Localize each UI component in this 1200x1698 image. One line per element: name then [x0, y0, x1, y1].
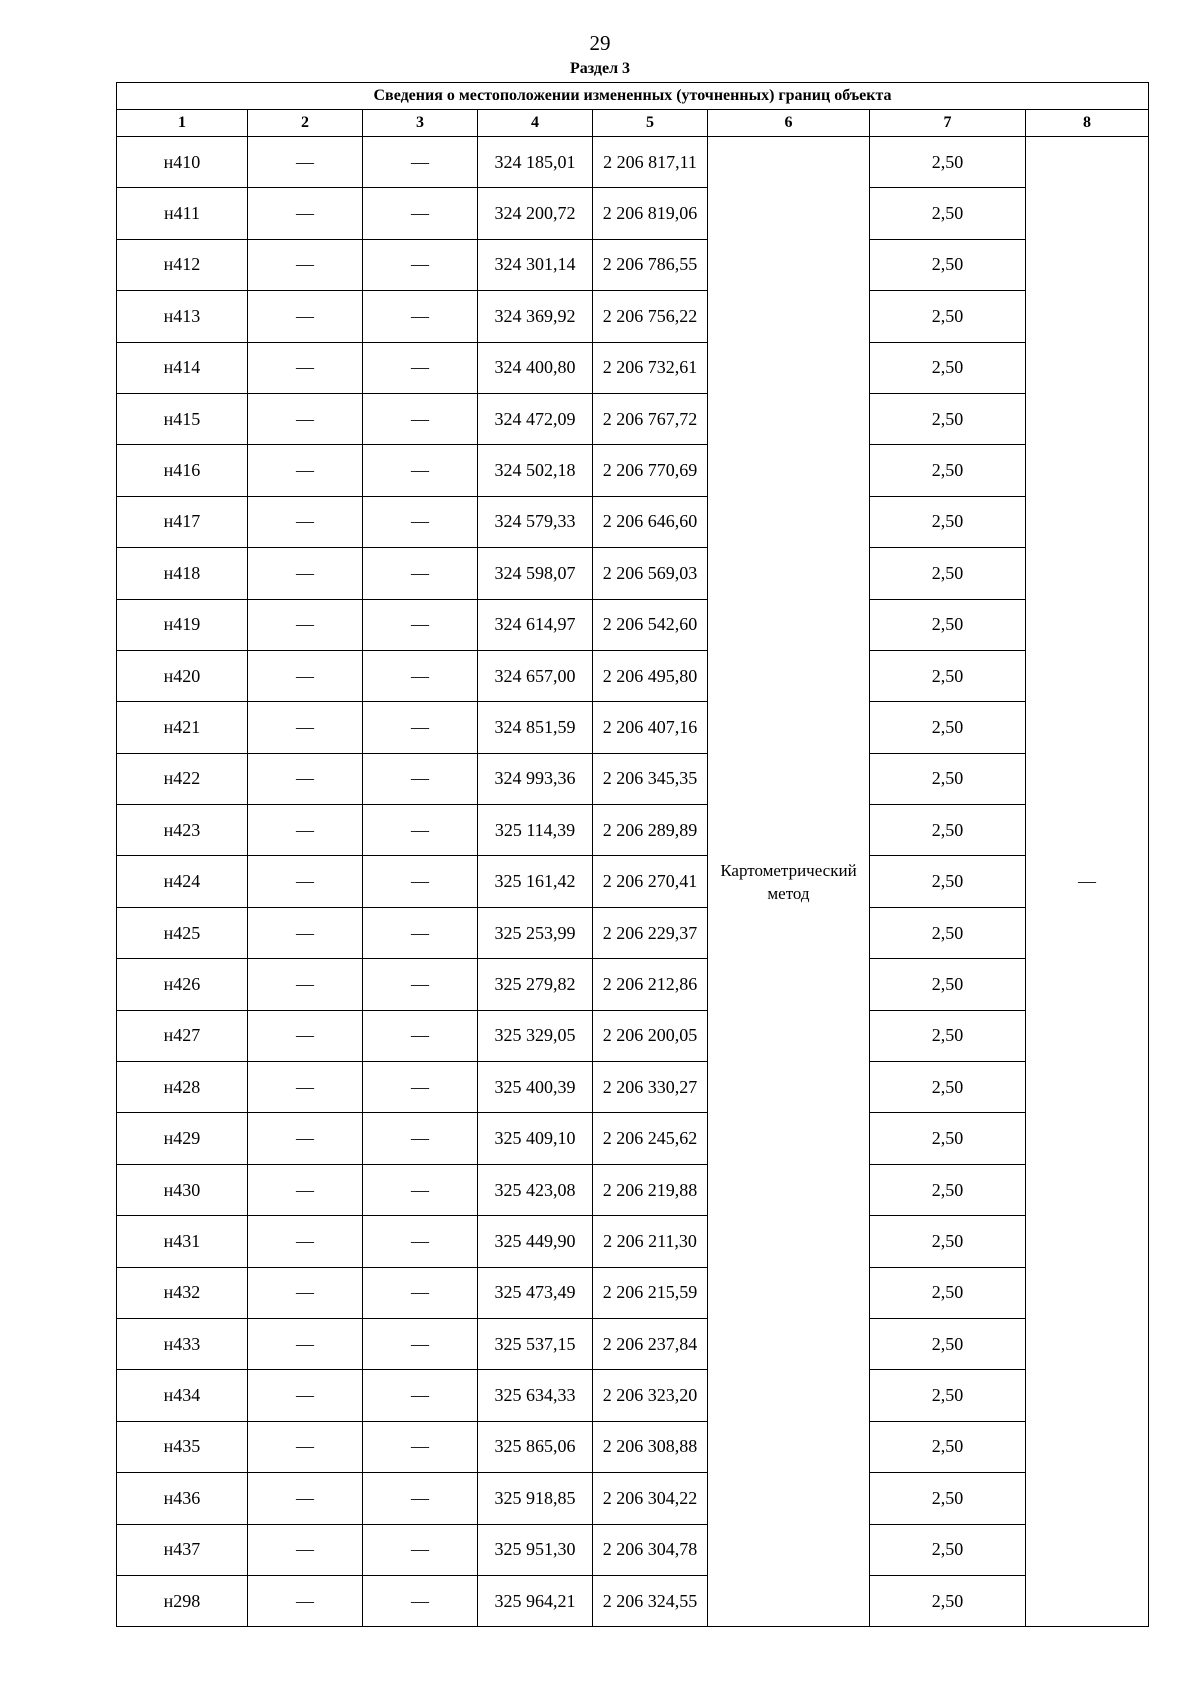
y-coordinate-cell: 2 206 324,55 [593, 1575, 708, 1626]
column-3-cell: — [363, 753, 478, 804]
x-coordinate-cell: 324 614,97 [478, 599, 593, 650]
column-2-cell: — [248, 650, 363, 701]
accuracy-cell: 2,50 [870, 548, 1026, 599]
point-number-cell: н424 [117, 856, 248, 907]
column-number: 6 [708, 110, 870, 137]
accuracy-cell: 2,50 [870, 342, 1026, 393]
column-2-cell: — [248, 1113, 363, 1164]
column-3-cell: — [363, 702, 478, 753]
point-number-cell: н429 [117, 1113, 248, 1164]
table-row [117, 291, 1149, 342]
point-number-cell: н436 [117, 1473, 248, 1524]
y-coordinate-cell: 2 206 756,22 [593, 291, 708, 342]
y-coordinate-cell: 2 206 304,22 [593, 1473, 708, 1524]
x-coordinate-cell: 325 964,21 [478, 1575, 593, 1626]
x-coordinate-cell: 325 400,39 [478, 1062, 593, 1113]
column-2-cell: — [248, 1216, 363, 1267]
y-coordinate-cell: 2 206 211,30 [593, 1216, 708, 1267]
column-3-cell: — [363, 393, 478, 444]
column-number: 2 [248, 110, 363, 137]
column-3-cell: — [363, 1062, 478, 1113]
point-number-cell: н426 [117, 959, 248, 1010]
column-2-cell: — [248, 239, 363, 290]
column-2-cell: — [248, 856, 363, 907]
accuracy-cell: 2,50 [870, 1370, 1026, 1421]
column-3-cell: — [363, 1370, 478, 1421]
table-row [117, 239, 1149, 290]
x-coordinate-cell: 324 993,36 [478, 753, 593, 804]
point-number-cell: н411 [117, 188, 248, 239]
point-number-cell: н434 [117, 1370, 248, 1421]
table-row [117, 650, 1149, 701]
x-coordinate-cell: 325 865,06 [478, 1421, 593, 1472]
point-number-cell: н428 [117, 1062, 248, 1113]
accuracy-cell: 2,50 [870, 1473, 1026, 1524]
table-row [117, 856, 1149, 907]
x-coordinate-cell: 324 502,18 [478, 445, 593, 496]
column-3-cell: — [363, 1575, 478, 1626]
y-coordinate-cell: 2 206 200,05 [593, 1010, 708, 1061]
page-number: 29 [589, 31, 611, 55]
point-number-cell: н414 [117, 342, 248, 393]
accuracy-cell: 2,50 [870, 1575, 1026, 1626]
table-row [117, 1113, 1149, 1164]
point-number-cell: н419 [117, 599, 248, 650]
accuracy-cell: 2,50 [870, 188, 1026, 239]
column-3-cell: — [363, 1267, 478, 1318]
y-coordinate-cell: 2 206 215,59 [593, 1267, 708, 1318]
table-row [117, 959, 1149, 1010]
y-coordinate-cell: 2 206 304,78 [593, 1524, 708, 1575]
column-3-cell: — [363, 445, 478, 496]
table-row [117, 188, 1149, 239]
column-2-cell: — [248, 1318, 363, 1369]
y-coordinate-cell: 2 206 495,80 [593, 650, 708, 701]
y-coordinate-cell: 2 206 323,20 [593, 1370, 708, 1421]
column-3-cell: — [363, 599, 478, 650]
section-title: Раздел 3 [569, 60, 631, 77]
column-8-cell: — [1026, 137, 1149, 1627]
table-row [117, 1318, 1149, 1369]
table-row [117, 1267, 1149, 1318]
x-coordinate-cell: 325 537,15 [478, 1318, 593, 1369]
column-3-cell: — [363, 1010, 478, 1061]
column-3-cell: — [363, 137, 478, 188]
table-row [117, 702, 1149, 753]
y-coordinate-cell: 2 206 407,16 [593, 702, 708, 753]
column-3-cell: — [363, 907, 478, 958]
column-2-cell: — [248, 907, 363, 958]
column-3-cell: — [363, 1113, 478, 1164]
x-coordinate-cell: 325 161,42 [478, 856, 593, 907]
x-coordinate-cell: 325 951,30 [478, 1524, 593, 1575]
accuracy-cell: 2,50 [870, 239, 1026, 290]
table-row [117, 496, 1149, 547]
x-coordinate-cell: 325 329,05 [478, 1010, 593, 1061]
x-coordinate-cell: 324 185,01 [478, 137, 593, 188]
accuracy-cell: 2,50 [870, 291, 1026, 342]
table-row [117, 1421, 1149, 1472]
column-number: 7 [870, 110, 1026, 137]
column-number: 5 [593, 110, 708, 137]
table-row [117, 342, 1149, 393]
accuracy-cell: 2,50 [870, 907, 1026, 958]
y-coordinate-cell: 2 206 569,03 [593, 548, 708, 599]
table-row [117, 1524, 1149, 1575]
accuracy-cell: 2,50 [870, 1421, 1026, 1472]
accuracy-cell: 2,50 [870, 1062, 1026, 1113]
x-coordinate-cell: 325 253,99 [478, 907, 593, 958]
column-3-cell: — [363, 1421, 478, 1472]
accuracy-cell: 2,50 [870, 650, 1026, 701]
table-row [117, 1473, 1149, 1524]
x-coordinate-cell: 325 114,39 [478, 805, 593, 856]
point-number-cell: н298 [117, 1575, 248, 1626]
table-row [117, 393, 1149, 444]
y-coordinate-cell: 2 206 770,69 [593, 445, 708, 496]
column-3-cell: — [363, 291, 478, 342]
accuracy-cell: 2,50 [870, 1524, 1026, 1575]
column-2-cell: — [248, 548, 363, 599]
point-number-cell: н420 [117, 650, 248, 701]
column-3-cell: — [363, 548, 478, 599]
accuracy-cell: 2,50 [870, 1113, 1026, 1164]
column-2-cell: — [248, 445, 363, 496]
point-number-cell: н427 [117, 1010, 248, 1061]
accuracy-cell: 2,50 [870, 599, 1026, 650]
point-number-cell: н435 [117, 1421, 248, 1472]
y-coordinate-cell: 2 206 819,06 [593, 188, 708, 239]
table-row [117, 805, 1149, 856]
y-coordinate-cell: 2 206 817,11 [593, 137, 708, 188]
point-number-cell: н417 [117, 496, 248, 547]
accuracy-cell: 2,50 [870, 805, 1026, 856]
column-2-cell: — [248, 342, 363, 393]
column-2-cell: — [248, 1473, 363, 1524]
column-2-cell: — [248, 1010, 363, 1061]
y-coordinate-cell: 2 206 289,89 [593, 805, 708, 856]
x-coordinate-cell: 324 200,72 [478, 188, 593, 239]
column-2-cell: — [248, 1575, 363, 1626]
y-coordinate-cell: 2 206 212,86 [593, 959, 708, 1010]
column-numbers-row [117, 110, 1149, 137]
y-coordinate-cell: 2 206 542,60 [593, 599, 708, 650]
accuracy-cell: 2,50 [870, 856, 1026, 907]
table-row [117, 599, 1149, 650]
y-coordinate-cell: 2 206 245,62 [593, 1113, 708, 1164]
method-cell: Картометрический метод [708, 137, 870, 1627]
table-row [117, 1164, 1149, 1215]
column-2-cell: — [248, 1524, 363, 1575]
column-2-cell: — [248, 1421, 363, 1472]
x-coordinate-cell: 325 279,82 [478, 959, 593, 1010]
accuracy-cell: 2,50 [870, 1010, 1026, 1061]
x-coordinate-cell: 324 400,80 [478, 342, 593, 393]
y-coordinate-cell: 2 206 345,35 [593, 753, 708, 804]
point-number-cell: н425 [117, 907, 248, 958]
table-row [117, 1575, 1149, 1626]
y-coordinate-cell: 2 206 786,55 [593, 239, 708, 290]
accuracy-cell: 2,50 [870, 137, 1026, 188]
column-3-cell: — [363, 342, 478, 393]
column-2-cell: — [248, 188, 363, 239]
table-row [117, 548, 1149, 599]
accuracy-cell: 2,50 [870, 393, 1026, 444]
accuracy-cell: 2,50 [870, 496, 1026, 547]
table-row [117, 137, 1149, 188]
column-3-cell: — [363, 650, 478, 701]
point-number-cell: н422 [117, 753, 248, 804]
y-coordinate-cell: 2 206 767,72 [593, 393, 708, 444]
point-number-cell: н431 [117, 1216, 248, 1267]
x-coordinate-cell: 325 409,10 [478, 1113, 593, 1164]
x-coordinate-cell: 325 449,90 [478, 1216, 593, 1267]
column-2-cell: — [248, 959, 363, 1010]
column-3-cell: — [363, 856, 478, 907]
x-coordinate-cell: 325 423,08 [478, 1164, 593, 1215]
accuracy-cell: 2,50 [870, 1318, 1026, 1369]
point-number-cell: н418 [117, 548, 248, 599]
point-number-cell: н415 [117, 393, 248, 444]
boundary-coordinates-table [116, 82, 1149, 1627]
column-number: 1 [117, 110, 248, 137]
table-row [117, 1062, 1149, 1113]
y-coordinate-cell: 2 206 330,27 [593, 1062, 708, 1113]
x-coordinate-cell: 325 918,85 [478, 1473, 593, 1524]
x-coordinate-cell: 324 369,92 [478, 291, 593, 342]
column-3-cell: — [363, 1164, 478, 1215]
point-number-cell: н432 [117, 1267, 248, 1318]
column-2-cell: — [248, 1062, 363, 1113]
accuracy-cell: 2,50 [870, 753, 1026, 804]
column-2-cell: — [248, 702, 363, 753]
column-2-cell: — [248, 753, 363, 804]
x-coordinate-cell: 325 634,33 [478, 1370, 593, 1421]
accuracy-cell: 2,50 [870, 1164, 1026, 1215]
y-coordinate-cell: 2 206 229,37 [593, 907, 708, 958]
point-number-cell: н421 [117, 702, 248, 753]
column-2-cell: — [248, 1267, 363, 1318]
y-coordinate-cell: 2 206 308,88 [593, 1421, 708, 1472]
accuracy-cell: 2,50 [870, 702, 1026, 753]
column-2-cell: — [248, 137, 363, 188]
x-coordinate-cell: 324 301,14 [478, 239, 593, 290]
x-coordinate-cell: 324 851,59 [478, 702, 593, 753]
table-row [117, 1216, 1149, 1267]
point-number-cell: н430 [117, 1164, 248, 1215]
point-number-cell: н413 [117, 291, 248, 342]
point-number-cell: н437 [117, 1524, 248, 1575]
point-number-cell: н433 [117, 1318, 248, 1369]
table-row [117, 1370, 1149, 1421]
x-coordinate-cell: 324 598,07 [478, 548, 593, 599]
x-coordinate-cell: 324 579,33 [478, 496, 593, 547]
y-coordinate-cell: 2 206 270,41 [593, 856, 708, 907]
column-3-cell: — [363, 1524, 478, 1575]
column-2-cell: — [248, 496, 363, 547]
column-3-cell: — [363, 805, 478, 856]
table-row [117, 445, 1149, 496]
y-coordinate-cell: 2 206 732,61 [593, 342, 708, 393]
column-2-cell: — [248, 805, 363, 856]
table-row [117, 907, 1149, 958]
table-row [117, 1010, 1149, 1061]
accuracy-cell: 2,50 [870, 1267, 1026, 1318]
table-caption: Сведения о местоположении измененных (уточненных) границ объекта [117, 83, 1149, 110]
point-number-cell: н423 [117, 805, 248, 856]
point-number-cell: н410 [117, 137, 248, 188]
table-body [117, 137, 1149, 1627]
column-number: 3 [363, 110, 478, 137]
x-coordinate-cell: 324 657,00 [478, 650, 593, 701]
point-number-cell: н412 [117, 239, 248, 290]
y-coordinate-cell: 2 206 646,60 [593, 496, 708, 547]
column-2-cell: — [248, 1164, 363, 1215]
column-3-cell: — [363, 1216, 478, 1267]
column-2-cell: — [248, 291, 363, 342]
x-coordinate-cell: 325 473,49 [478, 1267, 593, 1318]
column-3-cell: — [363, 188, 478, 239]
column-3-cell: — [363, 496, 478, 547]
column-3-cell: — [363, 1318, 478, 1369]
column-3-cell: — [363, 1473, 478, 1524]
column-3-cell: — [363, 959, 478, 1010]
column-number: 8 [1026, 110, 1149, 137]
y-coordinate-cell: 2 206 219,88 [593, 1164, 708, 1215]
x-coordinate-cell: 324 472,09 [478, 393, 593, 444]
column-3-cell: — [363, 239, 478, 290]
column-2-cell: — [248, 393, 363, 444]
accuracy-cell: 2,50 [870, 1216, 1026, 1267]
point-number-cell: н416 [117, 445, 248, 496]
column-number: 4 [478, 110, 593, 137]
table-row [117, 753, 1149, 804]
y-coordinate-cell: 2 206 237,84 [593, 1318, 708, 1369]
accuracy-cell: 2,50 [870, 445, 1026, 496]
accuracy-cell: 2,50 [870, 959, 1026, 1010]
column-2-cell: — [248, 599, 363, 650]
column-2-cell: — [248, 1370, 363, 1421]
